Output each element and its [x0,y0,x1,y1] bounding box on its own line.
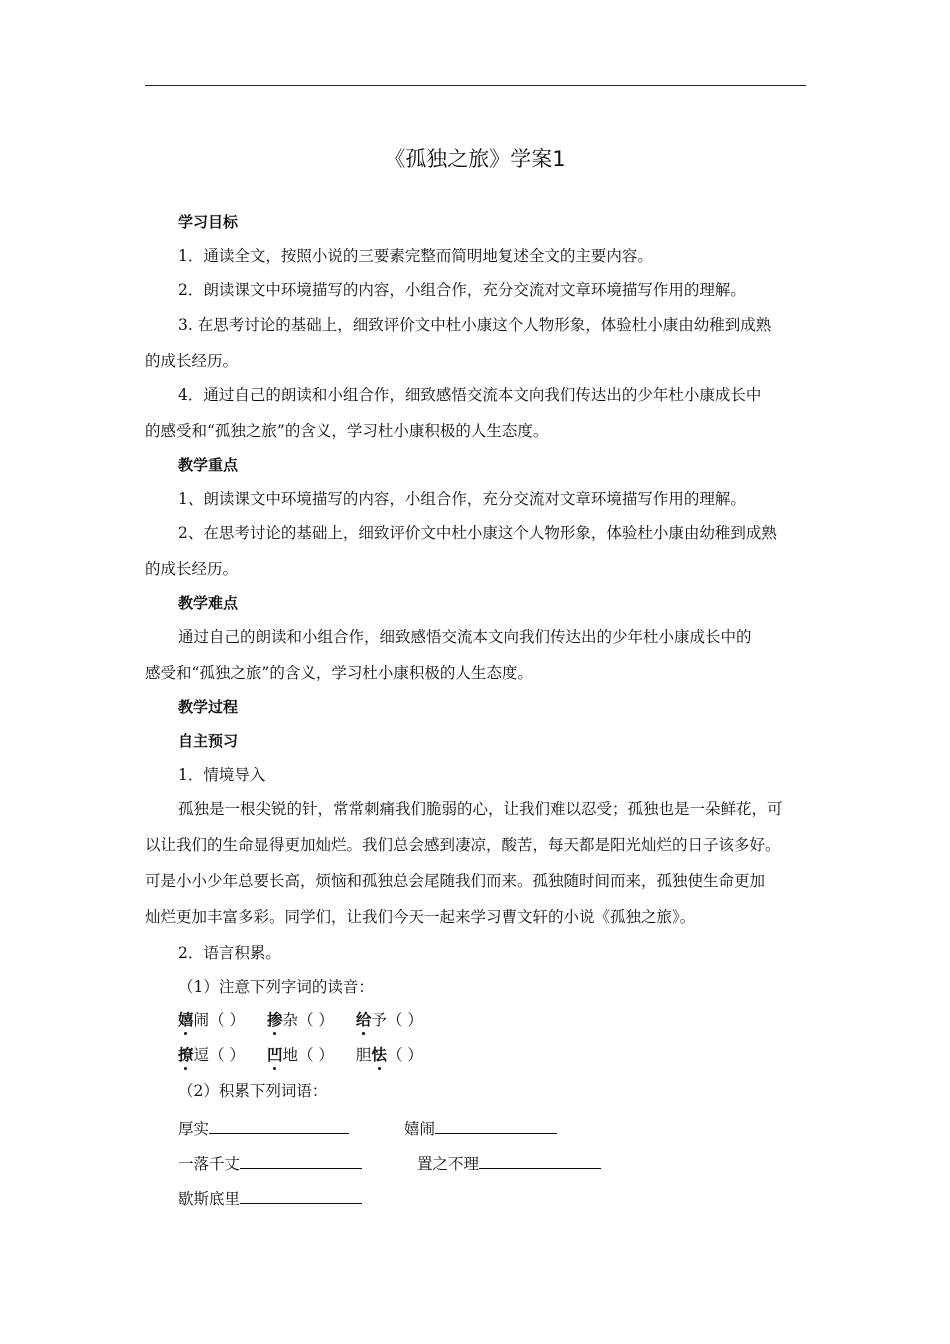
answer-blank[interactable] [209,1117,349,1134]
process-heading: 教学过程 [178,698,239,716]
difficulty-line-2: 感受和“孤独之旅”的含义，学习杜小康积极的人生态度。 [145,664,533,682]
goal-4-line-2: 的感受和“孤独之旅”的含义，学习杜小康积极的人生态度。 [145,422,549,440]
goal-2: 2．朗读课文中环境描写的内容，小组合作，充分交流对文章环境描写作用的理解。 [178,281,746,299]
goal-1: 1．通读全文，按照小说的三要素完整而简明地复述全文的主要内容。 [178,247,653,265]
dotted-char: 掺 [266,1010,283,1029]
intro-para-line-3: 可是小小少年总要长高，烦恼和孤独总会尾随我们而来。孤独随时间而来，孤独使生命更加 [145,872,766,890]
dotted-char: 怯 [371,1045,387,1064]
goal-4-line-1: 4．通过自己的朗读和小组合作，细致感悟交流本文向我们传达出的少年杜小康成长中 [178,386,762,404]
intro-para-line-4: 灿烂更加丰富多彩。同学们，让我们今天一起来学习曹文轩的小说《孤独之旅》。 [145,908,696,926]
header-rule [145,85,806,86]
dotted-char: 嬉 [178,1010,194,1029]
vocab-word: 一落千丈 [178,1155,241,1173]
answer-blank[interactable] [435,1117,557,1134]
vocab-row-3 [178,1187,848,1209]
answer-blank[interactable] [240,1187,362,1204]
dotted-char: 给 [355,1010,372,1029]
difficulty-heading: 教学难点 [178,594,239,612]
keypoint-2-line-1: 2、在思考讨论的基础上，细致评价文中杜小康这个人物形象，体验杜小康由幼稚到成熟 [178,524,777,542]
goal-3-line-2: 的成长经历。 [145,352,239,370]
pronunciation-row-1: 嬉闹（ ） 掺杂（ ） 给予（ ） [178,1010,423,1029]
difficulty-line-1: 通过自己的朗读和小组合作，细致感悟交流本文向我们传达出的少年杜小康成长中的 [178,628,752,646]
vocab-word: 嬉闹 [404,1120,436,1138]
goals-heading: 学习目标 [178,213,239,231]
dotted-char: 撩 [178,1045,194,1064]
keypoints-heading: 教学重点 [178,456,239,474]
dotted-char: 凹 [266,1045,283,1064]
question-1: （1）注意下列字词的读音： [178,978,374,996]
keypoint-1: 1、朗读课文中环境描写的内容，小组合作，充分交流对文章环境描写作用的理解。 [178,490,746,508]
step-1: 1．情境导入 [178,766,266,784]
answer-blank[interactable] [240,1152,362,1169]
step-2: 2．语言积累。 [178,944,281,962]
intro-para-line-1: 孤独是一根尖锐的针，常常刺痛我们脆弱的心，让我们难以忍受；孤独也是一朵鲜花，可 [178,800,783,818]
question-2: （2）积累下列词语： [178,1082,328,1100]
vocab-word: 歇斯底里 [178,1190,241,1208]
preview-heading: 自主预习 [178,732,239,750]
page-title: 《孤独之旅》学案1 [384,147,566,171]
intro-para-line-2: 以让我们的生命显得更加灿烂。我们总会感到凄凉，酸苦，每天都是阳光灿烂的日子该多好。 [145,836,781,854]
answer-blank[interactable] [479,1152,601,1169]
vocab-row-2 [178,1152,848,1174]
vocab-word: 厚实 [178,1120,210,1138]
vocab-row-1 [178,1117,848,1139]
vocab-word: 置之不理 [417,1155,480,1173]
goal-3-line-1: 3. 在思考讨论的基础上，细致评价文中杜小康这个人物形象，体验杜小康由幼稚到成熟 [178,316,772,334]
pronunciation-row-2: 撩逗（ ） 凹地（ ） 胆怯（ ） [178,1045,423,1064]
keypoint-2-line-2: 的成长经历。 [145,560,239,578]
